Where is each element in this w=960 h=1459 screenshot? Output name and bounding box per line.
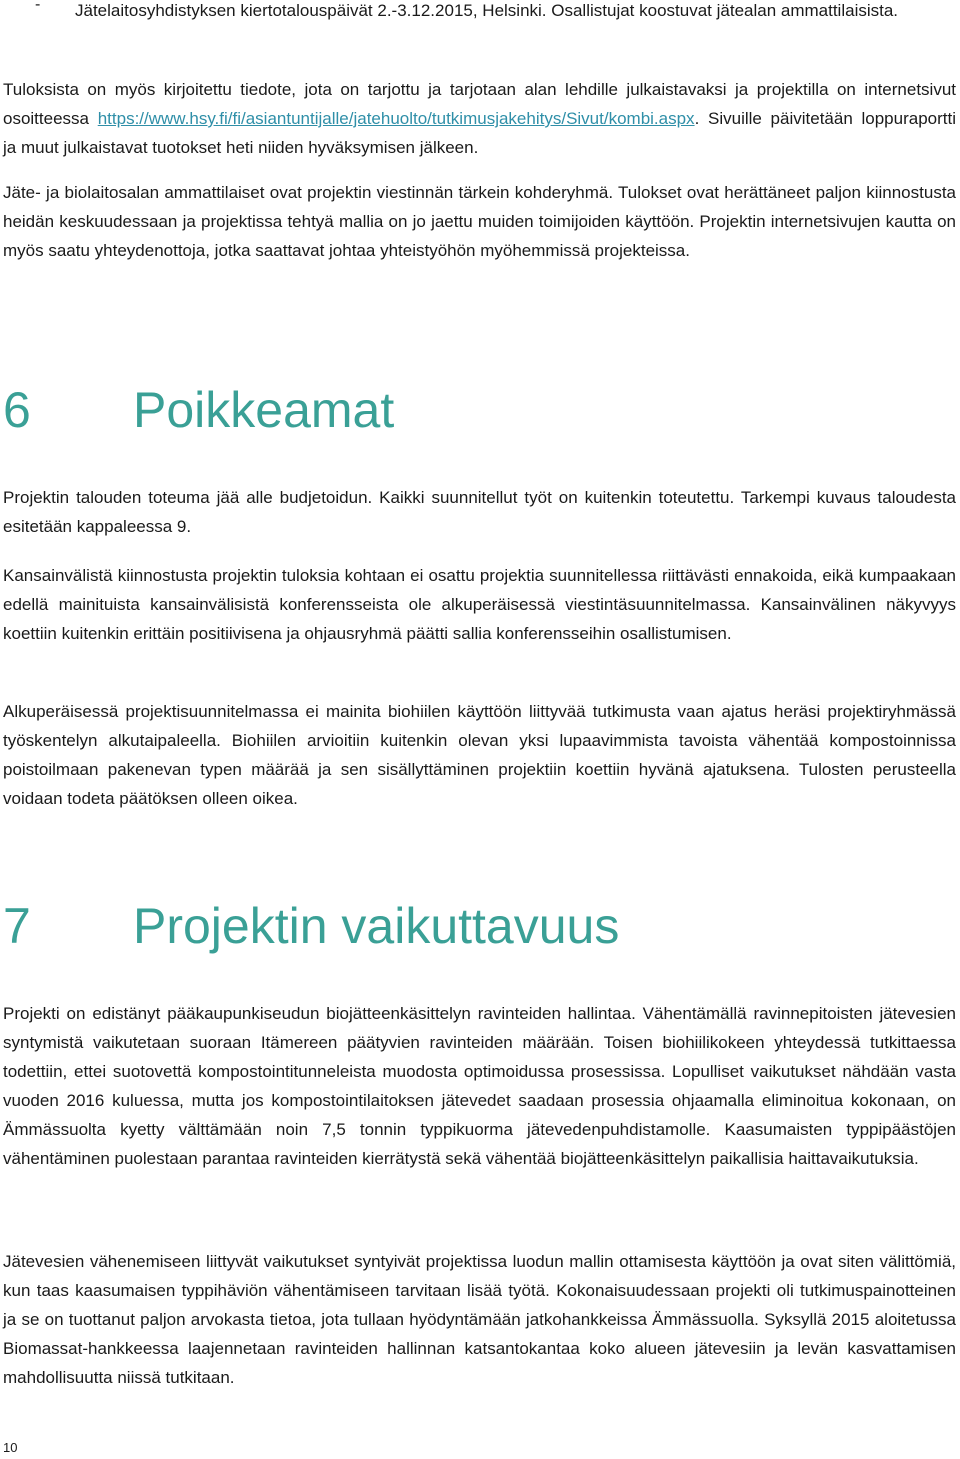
section-6-paragraph-1: Projektin talouden toteuma jää alle budjetoidun. Kaikki suunnitellut työt on kuitenkin toteutettu. Tarkempi kuvaus taloudesta esitetään kappaleessa 9. xyxy=(3,488,956,536)
section-6-title: Poikkeamat xyxy=(133,382,395,438)
results-text-before-link: Tuloksista on myös kirjoitettu tiedote, jota on tarjottu ja tarjotaan alan lehdille julkaistavaksi ja projektilla on internetsivut osoitteessa xyxy=(3,80,956,128)
bullet-item xyxy=(3,0,956,25)
section-6-paragraph-3: Alkuperäisessä projektisuunnitelmassa ei mainita biohiilen käyttöön liittyvää tutkimusta vaan ajatus heräsi projektiryhmässä työskentelyn alkutaipaleella. Biohiilen arvioitiin kuitenkin olevan yksi lupaavimmista tavoista vähentää kompostoinnissa poistoilmaan pakenevan typen määrää ja sen sisällyttäminen projektiin koettiin hyvänä ajatuksena. Tulosten perusteella voidaan todeta päätöksen olleen oikea. xyxy=(3,702,956,808)
section-7-heading xyxy=(3,896,619,956)
section-6-heading xyxy=(3,380,394,440)
paragraph-target-group: Jäte- ja biolaitosalan ammattilaiset ovat projektin viestinnän tärkein kohderyhmä. Tulokset ovat herättäneet paljon kiinnostusta heidän keskuudessaan ja projektissa tehtyä mallia on jo jaettu muiden toimijoiden käyttöön. Projektin internetsivujen kautta on myös saatu yhteydenottoja, jotka saattavat johtaa yhteistyöhön myöhemmissä projekteissa. xyxy=(3,183,956,260)
section-6-number: 6 xyxy=(3,382,31,438)
paragraph-results-publication xyxy=(3,75,956,162)
section-7-paragraph-1: Projekti on edistänyt pääkaupunkiseudun biojätteenkäsittelyn ravinteiden hallintaa. Vähentämällä ravinnepitoisten jätevesien syntymistä vaikutetaan suoraan Itämereen päätyvien ravinteiden määrään. Toisen biohiilikokeen yhteydessä tutkittaessa todettiin, ettei suotovettä kompostointitunneleista muodosta optimoidussa prosessissa. Lopulliset vaikutukset nähdään vasta vuoden 2016 kuluessa, mutta jos kompostointilaitoksen jätevedet saadaan prosessia ohjaamalla eliminoitua kokonaan, on Ämmässuolta kyetty välttämään noin 7,5 tonnin typpikuorma jätevedenpuhdistamolle. Kaasumaisten typpipäästöjen vähentäminen puolestaan parantaa ravinteiden kierrätystä sekä vähentää biojätteenkäsittelyn paikallisia haittavaikutuksia. xyxy=(3,1004,956,1168)
bullet-marker: - xyxy=(35,0,41,13)
results-text-after-link: . Sivuille päivitetään loppuraportti ja muut julkaistavat tuotokset heti niiden hyväksymisen jälkeen. xyxy=(3,109,956,157)
section-7-number: 7 xyxy=(3,898,31,954)
section-7-paragraph-2: Jätevesien vähenemiseen liittyvät vaikutukset syntyivät projektissa luodun mallin ottamisesta käyttöön ja ovat siten välittömiä, kun taas kaasumaisen typpihäviön vähentämiseen tarvitaan lisää työtä. Kokonaisuudessaan projekti oli tutkimuspainotteinen ja se on tuottanut paljon arvokasta tietoa, jota tullaan hyödyntämään jatkohankkeissa Ämmässuolla. Syksyllä 2015 aloitetussa Biomassat-hankkeessa laajennetaan ravinteiden hallinnan katsantokantaa koko alueen jätevesiin ja levän kasvattamisen mahdollisuutta niissä tutkitaan. xyxy=(3,1252,956,1387)
section-6-paragraph-2: Kansainvälistä kiinnostusta projektin tuloksia kohtaan ei osattu projektia suunnitellessa riittävästi ennakoida, eikä kumpaakaan edellä mainituista kansainvälisistä konferensseista ole alkuperäisessä viestintäsuunnitelmassa. Kansainvälinen näkyvyys koettiin kuitenkin erittäin positiivisena ja ohjausryhmä päätti sallia konferensseihin osallistumisen. xyxy=(3,566,956,643)
section-7-title: Projektin vaikuttavuus xyxy=(133,898,620,954)
page-number: 10 xyxy=(3,1440,18,1455)
project-website-link[interactable]: https://www.hsy.fi/fi/asiantuntijalle/jatehuolto/tutkimusjakehitys/Sivut/kombi.aspx xyxy=(97,109,695,128)
bullet-text: Jätelaitosyhdistyksen kiertotalouspäivät 2.-3.12.2015, Helsinki. Osallistujat koostuvat jätealan ammattilaisista. xyxy=(75,1,899,20)
